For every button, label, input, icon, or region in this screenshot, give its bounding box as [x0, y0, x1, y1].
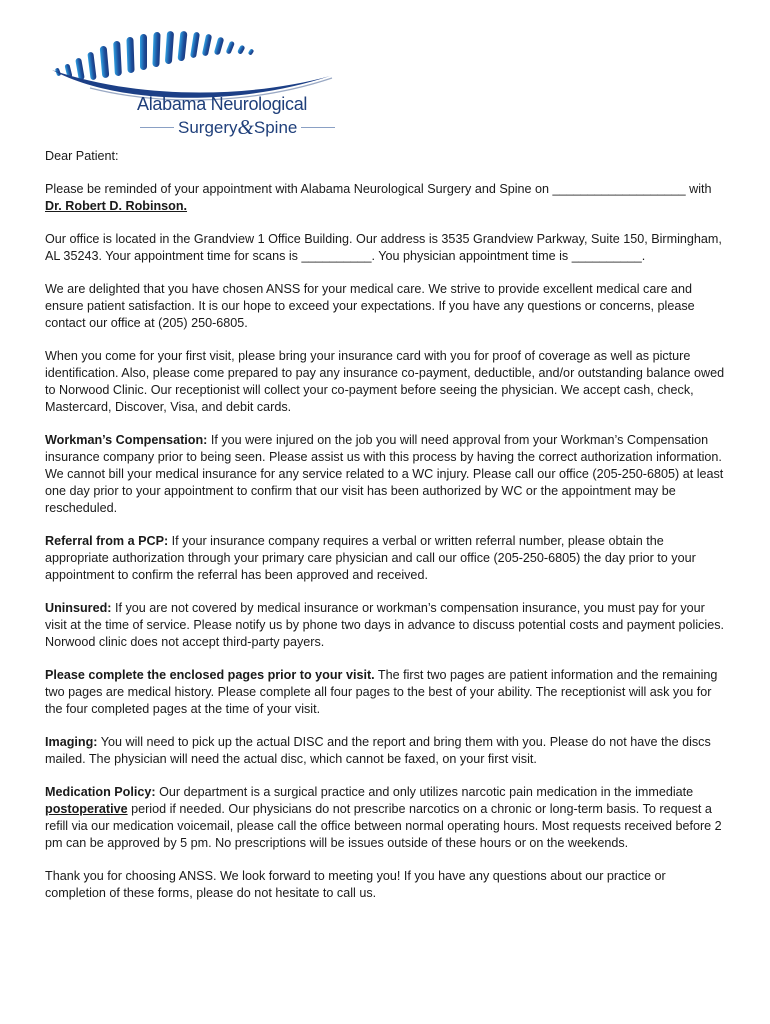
medication-policy-label: Medication Policy: — [45, 785, 156, 799]
logo-name-line1: Alabama Neurological — [137, 94, 308, 114]
uninsured-label: Uninsured: — [45, 601, 112, 615]
practice-logo — [50, 28, 340, 140]
welcome-paragraph: We are delighted that you have chosen ANSS for your medical care. We strive to provide excellent medical care and ensure patient satisfaction. It is our hope to exceed your expectations. If you have any questions or concerns, please contact our office at (205) 250-6805. — [45, 282, 695, 330]
referral-label: Referral from a PCP: — [45, 534, 169, 548]
complete-pages-label: Please complete the enclosed pages prior to your visit. — [45, 668, 375, 682]
office-location: Our office is located in the Grandview 1 Office Building. Our address is 3535 Grandview Parkway, Suite 150, Birmingham, AL 35243. Your appointment time for scans is __________. You physician appointment time is __________. — [45, 232, 722, 263]
postoperative-term: postoperative — [45, 802, 128, 816]
logo-word-surgery: Surgery — [178, 117, 238, 137]
complete-pages-paragraph: Please complete the enclosed pages prior to your visit. The first two pages are patient information and the remaining two pages are medical history. Please complete all four pages to the best of your ability. The receptionist will ask you for the four completed pages at the time of your visit. — [45, 668, 718, 716]
logo-name-line2 — [136, 115, 339, 140]
first-visit-paragraph: When you come for your first visit, please bring your insurance card with you for proof of coverage as well as picture identification. Also, please come prepared to pay any insurance co-payment, deductible, and/or outstanding balance owed to Norwood Clinic. Our receptionist will collect your co-payment before seeing the physician. We accept cash, check, Mastercard, Discover, Visa, and debit cards. — [45, 349, 725, 414]
medication-policy-paragraph: Medication Policy: Our department is a surgical practice and only utilizes narcotic pain medication in the immediate postoperative period if needed. Our physicians do not prescribe narcotics on a chronic or long-term basis. To request a refill via our medication voicemail, please call the office between normal operating hours. Most requests received before 2 pm can be approved by 5 pm. No prescriptions will be issues outside of these hours or on the weekends. — [45, 785, 722, 850]
logo-ampersand: & — [237, 115, 254, 139]
closing-paragraph: Thank you for choosing ANSS. We look forward to meeting you! If you have any questions about our practice or completion of these forms, please do not hesitate to call us. — [45, 869, 666, 900]
workmans-comp-paragraph: Workman’s Compensation: If you were injured on the job you will need approval from your Workman’s Compensation insurance company prior to being seen. Please assist us with this process by having the correct authorization information. We cannot bill your medical insurance for any service related to a WC injury. Please call our office (205-250-6805) at least one day prior to your appointment to confirm that our visit has been authorized by WC or the appointment may be rescheduled. — [45, 433, 724, 515]
workmans-comp-label: Workman’s Compensation: — [45, 433, 208, 447]
greeting: Dear Patient: — [45, 149, 119, 163]
logo-word-spine: Spine — [253, 117, 298, 137]
doctor-name: Dr. Robert D. Robinson. — [45, 199, 188, 213]
imaging-paragraph: Imaging: You will need to pick up the actual DISC and the report and bring them with you. Please do not have the discs mailed. The physician will need the actual disc, which cannot be faxed, on your first visit. — [45, 735, 711, 766]
appointment-reminder: Please be reminded of your appointment with Alabama Neurological Surgery and Spine on ___________________ with Dr. Robert D. Robinson. — [45, 182, 712, 213]
letter-body — [45, 148, 725, 918]
imaging-label: Imaging: — [45, 735, 98, 749]
referral-paragraph: Referral from a PCP: If your insurance company requires a verbal or written referral number, please obtain the appropriate authorization through your primary care physician and call our office (205-250-6805) the day prior to your appointment to confirm the referral has been approved and received. — [45, 534, 696, 582]
uninsured-paragraph: Uninsured: If you are not covered by medical insurance or workman’s compensation insurance, you must pay for your visit at the time of service. Please notify us by phone two days in advance to discuss potential costs and payment policies. Norwood clinic does not accept third-party payers. — [45, 601, 725, 649]
